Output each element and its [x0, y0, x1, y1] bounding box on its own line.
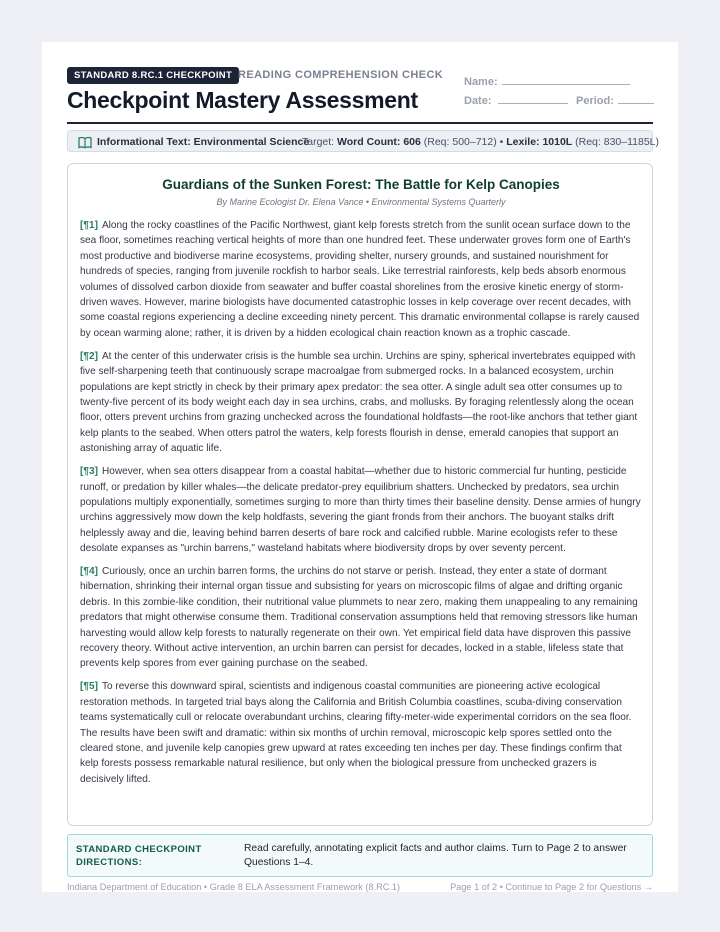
paragraph-text: Along the rocky coastlines of the Pacific Northwest, giant kelp forests stretch from the sunlit ocean surface down to the sea floor, sometimes reaching vertical heights of more than one hundred feet. These underwater groves form one of Earth's most productive and biodiverse marine ecosystems, providing shelter, nursery grounds, and sustained nourishment for hundreds of species, ranging from juvenile rockfish to harbor seals. Like terrestrial rainforests, kelp beds absorb enormous volumes of dissolved carbon dioxide from seawater and buffer coastal shorelines from the erosive kinetic energy of storm-driven waves. However, marine biologists have documented catastrophic losses in kelp coverage over recent decades, with some coastal regions experiencing a decline exceeding ninety percent. This dramatic environmental collapse is rarely caused by ocean warming alone; rather, it is driven by a hidden ecological chain reaction known as a trophic cascade.	[80, 220, 640, 339]
section-label: READING COMPREHENSION CHECK	[238, 69, 444, 81]
target-label: Target:	[302, 136, 335, 148]
page-header	[67, 67, 653, 122]
footer-page-info: Page 1 of 2 • Continue to Page 2 for Questions →	[450, 882, 653, 892]
paragraph-text: Curiously, once an urchin barren forms, the urchins do not starve or perish. Instead, they enter a state of dormant hibernation, shrinking their internal organ tissue and subsisting for years on microscopic films of algae and drifting organic debris. In this zombie-like condition, their nutritional value plummets to near zero, making them unappealing to any remaining predators that might otherwise consume them. Traditional conservation assumptions held that removing stressors like human harvesting would allow kelp forests to naturally regenerate on their own. Yet empirical field data have disproven this passive recovery theory. Without active intervention, an urchin barren can persist for decades, locked in a stable, lifeless state that prevents kelp spores from ever gaining purchase on the seabed.	[80, 566, 638, 670]
reading-passage	[67, 163, 653, 826]
separator: •	[499, 136, 504, 148]
passage-title: Guardians of the Sunken Forest: The Battle for Kelp Canopies	[162, 177, 560, 192]
paragraph-number: [¶5]	[80, 681, 98, 693]
name-label: Name:	[464, 76, 498, 88]
word-count-label: Word Count: 606	[337, 136, 421, 148]
directions-text: Read carefully, annotating explicit facts and author claims. Turn to Page 2 to answer Questions 1–4.	[244, 843, 627, 868]
book-icon	[78, 135, 92, 148]
directions-label: STANDARD CHECKPOINT DIRECTIONS:	[76, 844, 202, 868]
date-label: Date:	[464, 95, 492, 107]
paragraph-text: To reverse this downward spiral, scientists and indigenous coastal communities are pioneering active ecological restoration methods. In targeted trial bays along the California and British Columbia coastlines, scuba-diving conservation teams systematically cull or relocate overabundant urchins, clearing fifty-meter-wide experimental corridors on the sea floor. The results have been swift and dramatic: within six months of urchin removal, microscopic kelp spores settled onto the cleared stone, and juvenile kelp canopies grew upward at rates exceeding ten inches per day. These findings confirm that kelp forests possess remarkable natural resilience, but only when the biological pressure from unchecked grazers is decisively lifted.	[80, 681, 632, 785]
page-title: Checkpoint Mastery Assessment	[67, 87, 418, 113]
student-info-fields	[464, 73, 654, 113]
paragraph-2	[80, 349, 642, 457]
paragraph-1	[80, 218, 642, 341]
footer-source: Indiana Department of Education • Grade 8 ELA Assessment Framework (8.RC.1)	[67, 882, 401, 892]
date-field[interactable]	[498, 103, 568, 104]
passage-body	[80, 218, 642, 795]
text-type-label: Informational Text: Environmental Science	[97, 136, 310, 148]
paragraph-number: [¶2]	[80, 350, 98, 362]
word-count-requirement: (Req: 500–712)	[423, 136, 497, 148]
paragraph-4	[80, 564, 642, 672]
name-field[interactable]	[502, 84, 630, 85]
page-footer	[67, 882, 653, 892]
period-field[interactable]	[618, 103, 654, 104]
paragraph-number: [¶3]	[80, 466, 98, 478]
paragraph-number: [¶1]	[80, 220, 98, 231]
lexile-requirement: (Req: 830–1185L)	[575, 136, 660, 148]
text-info-bar	[67, 130, 660, 152]
period-label: Period:	[576, 95, 614, 107]
paragraph-3	[80, 464, 642, 556]
paragraph-text: However, when sea otters disappear from a coastal habitat—whether due to historic commercial fur hunting, pesticide runoff, or predation by killer whales—the delicate predator-prey equilibrium shatters. Unchecked by predators, sea urchin populations multiply exponentially, sometimes surging to more than thirty times their baseline density. Dense armies of hungry urchins aggressively mow down the kelp holdfasts, severing the giant fronds from their anchors. The buoyant stalks drift helplessly away and die, leaving behind barren deserts of bare rock and calcified rubble. Marine ecologists refer to these desolate expanses as "urchin barrens," wasteland habitats where biodiversity drops by over seventy percent.	[80, 466, 641, 555]
paragraph-text: At the center of this underwater crisis is the humble sea urchin. Urchins are spiny, spherical invertebrates equipped with five self-sharpening teeth that continuously scrape macroalgae from submerged rocks. In a balanced ecosystem, urchin populations are kept strictly in check by their primary apex predator: the sea otter. A single adult sea otter consumes up to twenty-five percent of its body weight each day in sea urchins, crabs, and mollusks. By foraging relentlessly along the ocean floor, otters prevent urchins from grazing unchecked across the foundational holdfasts—the root-like anchors that tether giant kelp plants to the seabed. When otters patrol the waters, kelp forests flourish in dense, emerald canopies that support an astonishing array of aquatic life.	[80, 350, 638, 455]
paragraph-5	[80, 679, 642, 787]
lexile-label: Lexile: 1010L	[506, 136, 573, 148]
directions-box	[67, 834, 653, 877]
target-metrics	[302, 131, 659, 153]
assessment-page	[42, 42, 678, 892]
header-divider	[67, 122, 653, 124]
standard-badge: STANDARD 8.RC.1 CHECKPOINT	[67, 67, 239, 84]
paragraph-number: [¶4]	[80, 566, 98, 578]
passage-byline: By Marine Ecologist Dr. Elena Vance • Environmental Systems Quarterly	[216, 197, 506, 207]
